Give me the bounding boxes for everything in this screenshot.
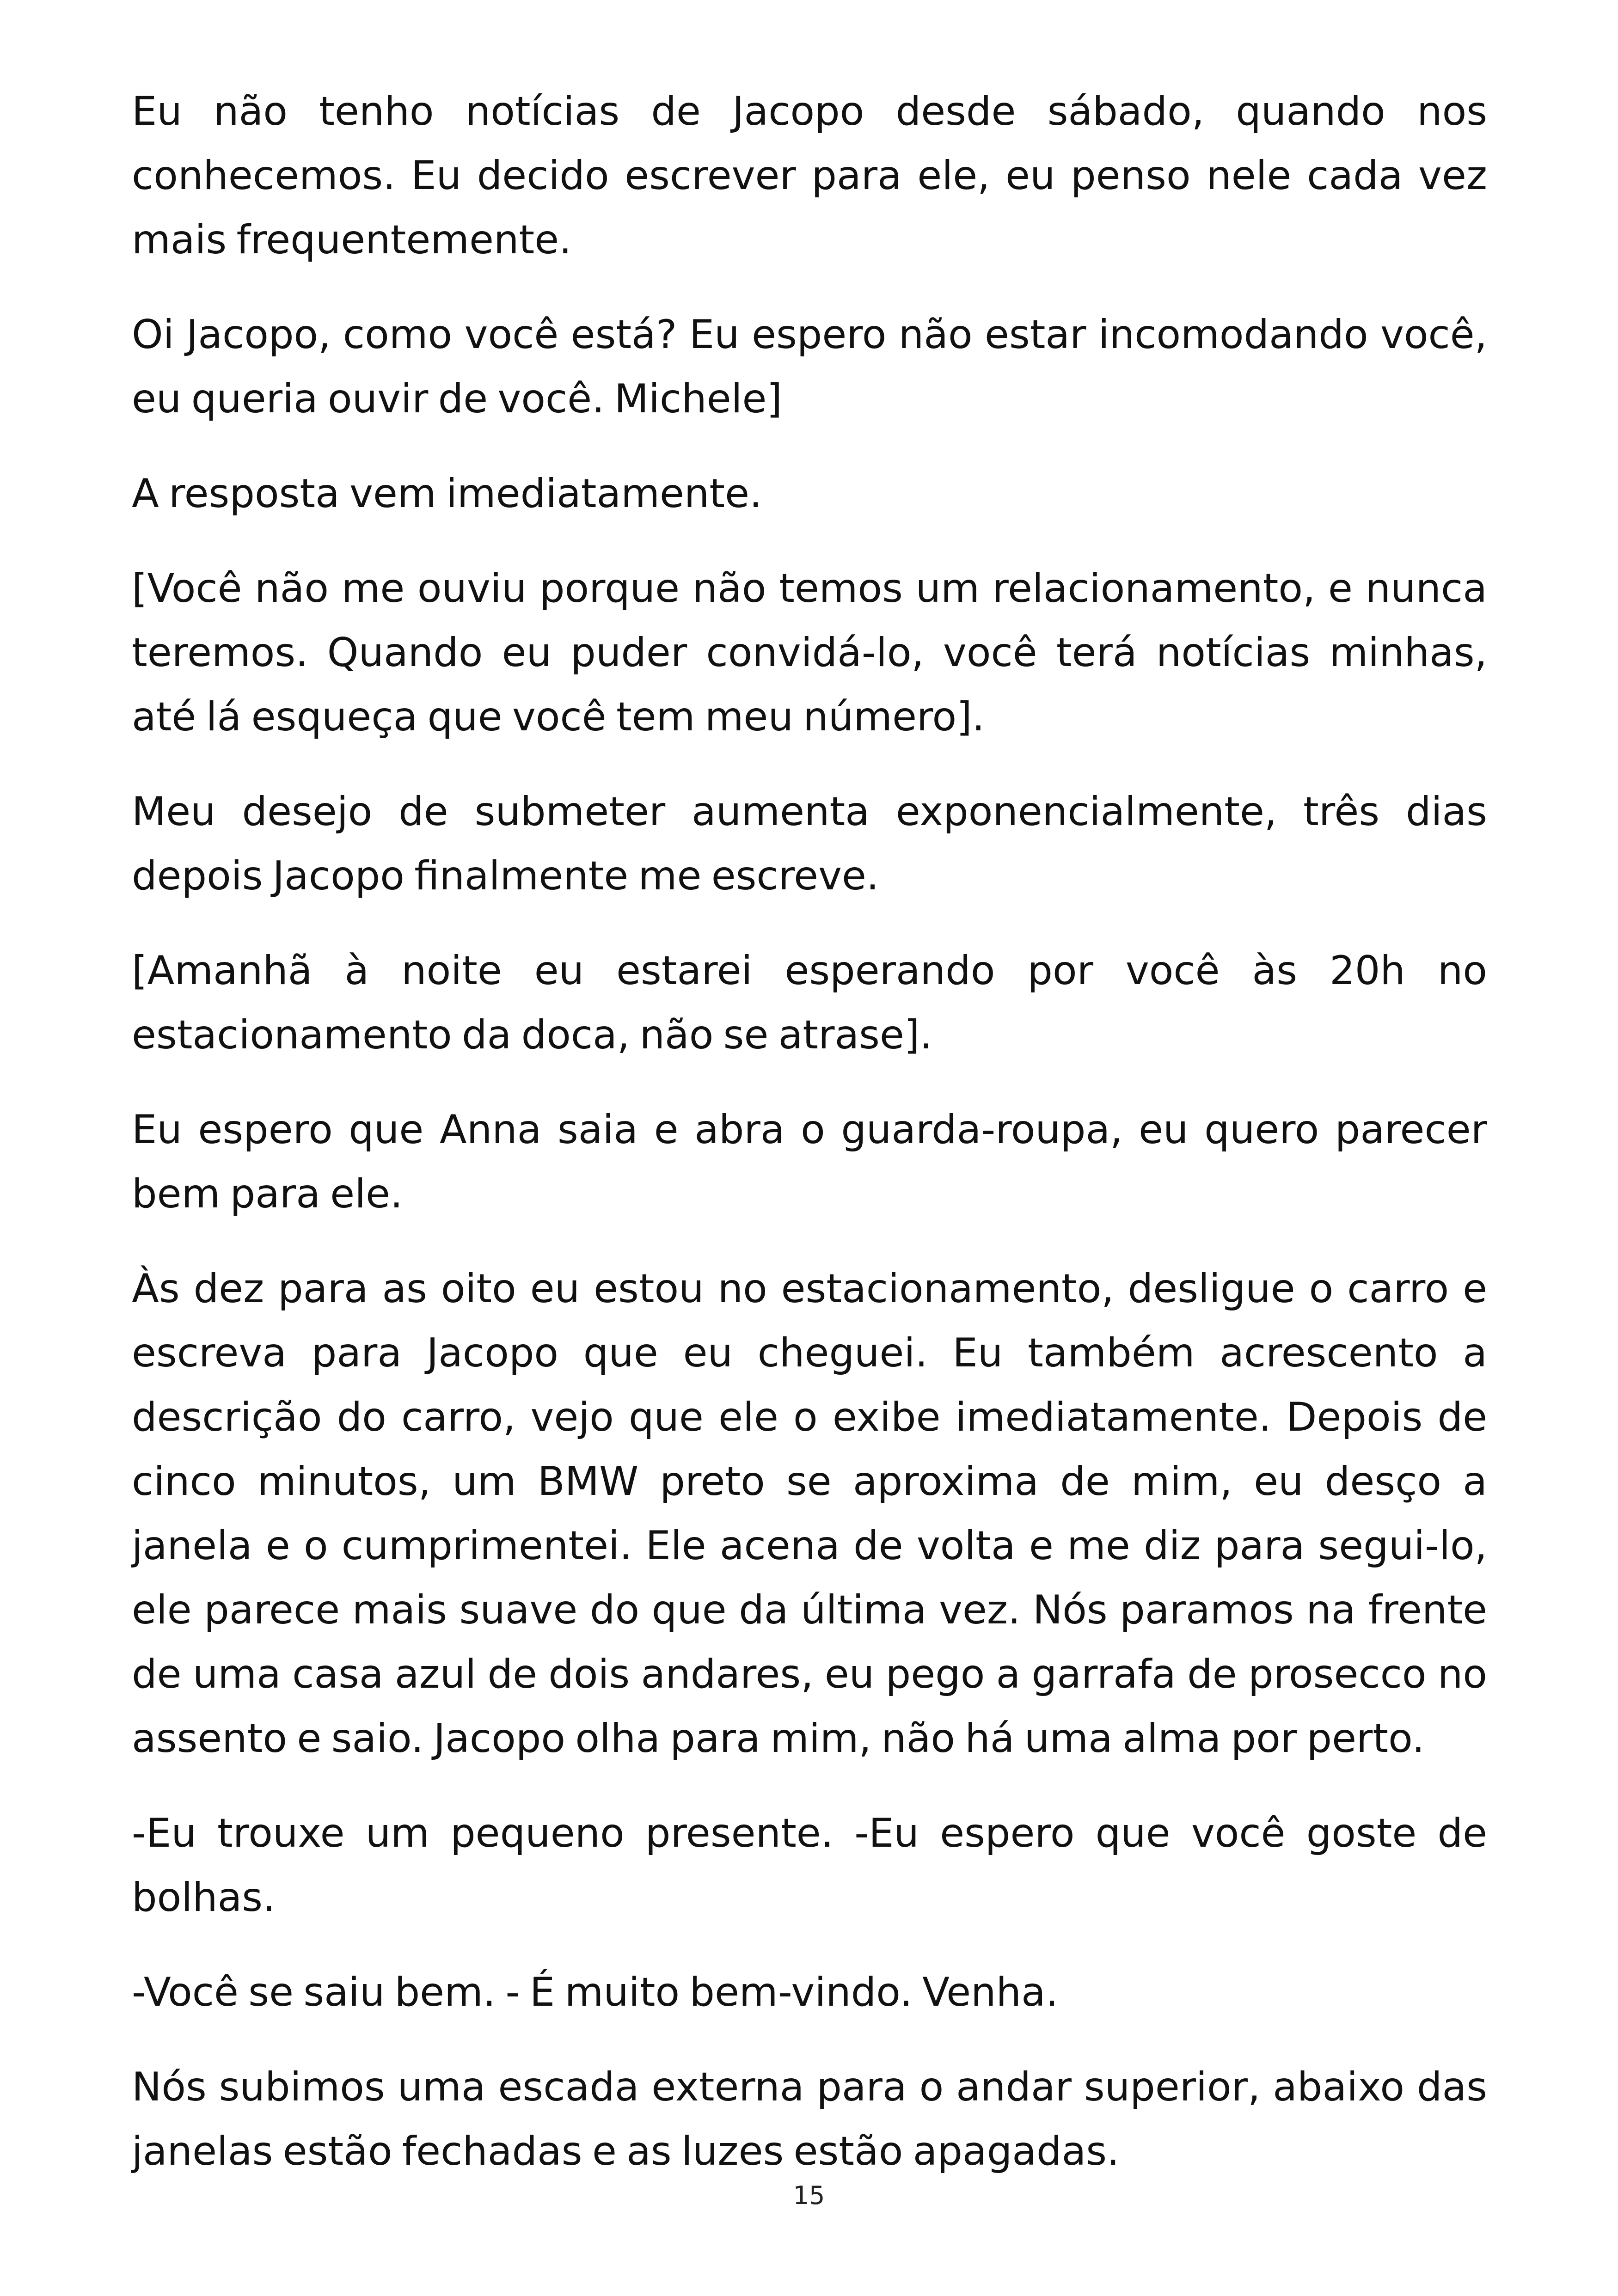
- paragraph: -Você se saiu bem. - É muito bem-vindo. Venha.: [132, 1969, 1059, 2015]
- paragraph: Meu desejo de submeter aumenta exponencialmente, três dias depois Jacopo finalmente me escreve.: [132, 789, 1487, 899]
- paragraph: [Você não me ouviu porque não temos um relacionamento, e nunca teremos. Quando eu puder convidá-lo, você terá notícias minhas, até lá esqueça que você tem meu número].: [132, 565, 1487, 740]
- paragraph: -Eu trouxe um pequeno presente. -Eu espero que você goste de bolhas.: [132, 1810, 1487, 1921]
- paragraph: Eu não tenho notícias de Jacopo desde sábado, quando nos conhecemos. Eu decido escrever para ele, eu penso nele cada vez mais frequentemente.: [132, 88, 1487, 263]
- paragraph: [Amanhã à noite eu estarei esperando por você às 20h no estacionamento da doca, não se atrase].: [132, 948, 1487, 1058]
- paragraph: Eu espero que Anna saia e abra o guarda-roupa, eu quero parecer bem para ele.: [132, 1107, 1487, 1217]
- page-number: 15: [793, 2181, 825, 2210]
- paragraph: Nós subimos uma escada externa para o andar superior, abaixo das janelas estão fechadas e as luzes estão apagadas.: [132, 2064, 1487, 2174]
- paragraph: A resposta vem imediatamente.: [132, 471, 762, 517]
- paragraph: Às dez para as oito eu estou no estacionamento, desligue o carro e escreva para Jacopo que eu cheguei. Eu também acrescento a descrição do carro, vejo que ele o exibe imediatamente. Depois de cinco minutos, um BMW preto se aproxima de mim, eu desço a janela e o cumprimentei. Ele acena de volta e me diz para segui-lo, ele parece mais suave do que da última vez. Nós paramos na frente de uma casa azul de dois andares, eu pego a garrafa de prosecco no assento e saio. Jacopo olha para mim, não há uma alma por perto.: [132, 1266, 1487, 1762]
- body-text: [132, 80, 1487, 2214]
- paragraph: Oi Jacopo, como você está? Eu espero não estar incomodando você, eu queria ouvir de você. Michele]: [132, 312, 1487, 422]
